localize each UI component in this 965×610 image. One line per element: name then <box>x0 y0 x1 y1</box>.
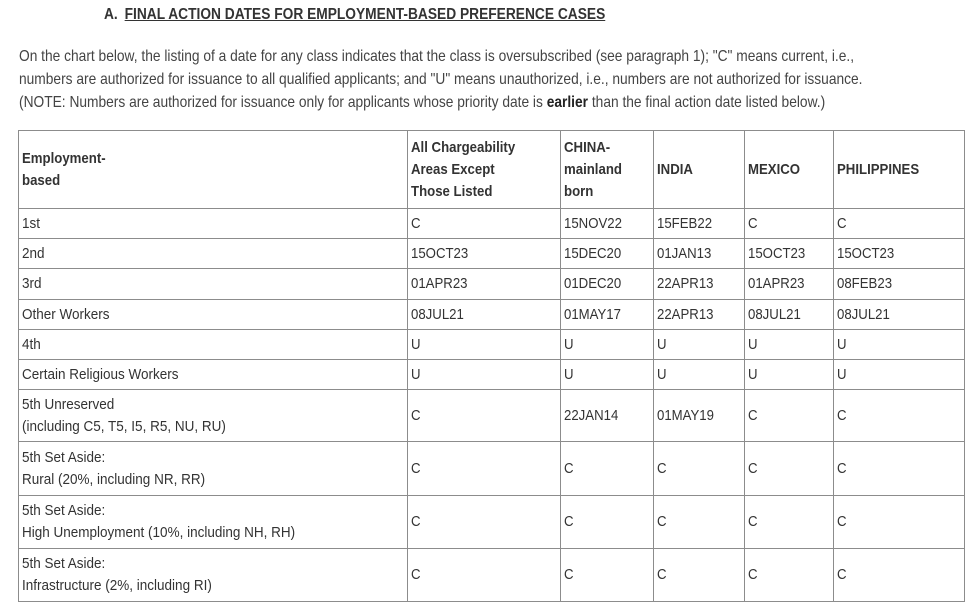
intro-emphasis-earlier: earlier <box>546 94 589 111</box>
cell-philippines: C <box>834 390 965 442</box>
cell-all-chargeability: C <box>407 442 561 496</box>
table-row <box>19 390 965 442</box>
final-action-dates-table <box>18 130 965 602</box>
intro-line-3 <box>19 91 827 114</box>
cell-philippines: U <box>834 330 965 360</box>
cell-all-chargeability: C <box>407 496 561 549</box>
cell-china: U <box>561 330 654 360</box>
cell-mexico: U <box>745 330 834 360</box>
cell-mexico: 15OCT23 <box>745 239 834 269</box>
intro-paragraph <box>19 45 959 114</box>
cell-china: 01MAY17 <box>561 300 654 330</box>
cell-india: C <box>654 496 745 549</box>
header-employment-based: Employment- based <box>19 131 408 209</box>
row-label: 5th Set Aside: Rural (20%, including NR, RR) <box>19 442 408 496</box>
row-label: 5th Unreserved (including C5, T5, I5, R5, NU, RU) <box>19 390 408 442</box>
cell-china: 01DEC20 <box>561 269 654 300</box>
cell-mexico: 01APR23 <box>745 269 834 300</box>
intro-line-1: On the chart below, the listing of a date for any class indicates that the class is oversubscribed (see paragraph 1); "C" means current, i.e., <box>19 48 855 65</box>
cell-mexico: 08JUL21 <box>745 300 834 330</box>
table-header-row <box>19 131 965 209</box>
cell-philippines: 08FEB23 <box>834 269 965 300</box>
section-title: FINAL ACTION DATES FOR EMPLOYMENT-BASED PREFERENCE CASES <box>124 6 606 23</box>
table-row <box>19 269 965 300</box>
cell-mexico: U <box>745 360 834 390</box>
cell-all-chargeability: 01APR23 <box>407 269 561 300</box>
intro-line-3-end: than the final action date listed below.) <box>588 94 826 111</box>
cell-india: 22APR13 <box>654 300 745 330</box>
cell-all-chargeability: C <box>407 390 561 442</box>
cell-all-chargeability: C <box>407 209 561 239</box>
row-label: Certain Religious Workers <box>19 360 408 390</box>
cell-philippines: C <box>834 496 965 549</box>
cell-philippines: C <box>834 442 965 496</box>
cell-all-chargeability: 15OCT23 <box>407 239 561 269</box>
cell-china: 15DEC20 <box>561 239 654 269</box>
cell-china: C <box>561 496 654 549</box>
table-row <box>19 300 965 330</box>
table-row <box>19 549 965 602</box>
cell-india: 01MAY19 <box>654 390 745 442</box>
cell-mexico: C <box>745 209 834 239</box>
row-label: 5th Set Aside: High Unemployment (10%, including NH, RH) <box>19 496 408 549</box>
table-row <box>19 330 965 360</box>
row-label: Other Workers <box>19 300 408 330</box>
row-label: 4th <box>19 330 408 360</box>
header-philippines: PHILIPPINES <box>834 131 965 209</box>
intro-line-3-start: (NOTE: Numbers are authorized for issuance only for applicants whose priority date is <box>19 94 547 111</box>
table-row <box>19 209 965 239</box>
header-all-chargeability: All Chargeability Areas Except Those Listed <box>407 131 561 209</box>
cell-mexico: C <box>745 549 834 602</box>
cell-mexico: C <box>745 442 834 496</box>
header-india: INDIA <box>654 131 745 209</box>
cell-philippines: C <box>834 209 965 239</box>
cell-philippines: 08JUL21 <box>834 300 965 330</box>
table-row <box>19 496 965 549</box>
cell-india: 01JAN13 <box>654 239 745 269</box>
cell-all-chargeability: U <box>407 360 561 390</box>
cell-philippines: U <box>834 360 965 390</box>
cell-india: 15FEB22 <box>654 209 745 239</box>
header-mexico: MEXICO <box>745 131 834 209</box>
header-china: CHINA- mainland born <box>561 131 654 209</box>
cell-philippines: C <box>834 549 965 602</box>
cell-china: U <box>561 360 654 390</box>
table-row <box>19 239 965 269</box>
cell-china: C <box>561 442 654 496</box>
cell-china: 22JAN14 <box>561 390 654 442</box>
section-letter: A. <box>104 6 118 23</box>
row-label: 2nd <box>19 239 408 269</box>
cell-all-chargeability: 08JUL21 <box>407 300 561 330</box>
section-heading <box>104 6 605 24</box>
cell-india: U <box>654 360 745 390</box>
cell-mexico: C <box>745 390 834 442</box>
cell-india: 22APR13 <box>654 269 745 300</box>
cell-all-chargeability: U <box>407 330 561 360</box>
cell-all-chargeability: C <box>407 549 561 602</box>
row-label: 3rd <box>19 269 408 300</box>
cell-china: C <box>561 549 654 602</box>
cell-mexico: C <box>745 496 834 549</box>
cell-china: 15NOV22 <box>561 209 654 239</box>
cell-india: C <box>654 549 745 602</box>
cell-philippines: 15OCT23 <box>834 239 965 269</box>
row-label: 5th Set Aside: Infrastructure (2%, including RI) <box>19 549 408 602</box>
table-row <box>19 360 965 390</box>
row-label: 1st <box>19 209 408 239</box>
cell-india: U <box>654 330 745 360</box>
intro-line-2: numbers are authorized for issuance to all qualified applicants; and "U" means unauthorized, i.e., numbers are not authorized for issuance. <box>19 71 863 88</box>
table-row <box>19 442 965 496</box>
cell-india: C <box>654 442 745 496</box>
